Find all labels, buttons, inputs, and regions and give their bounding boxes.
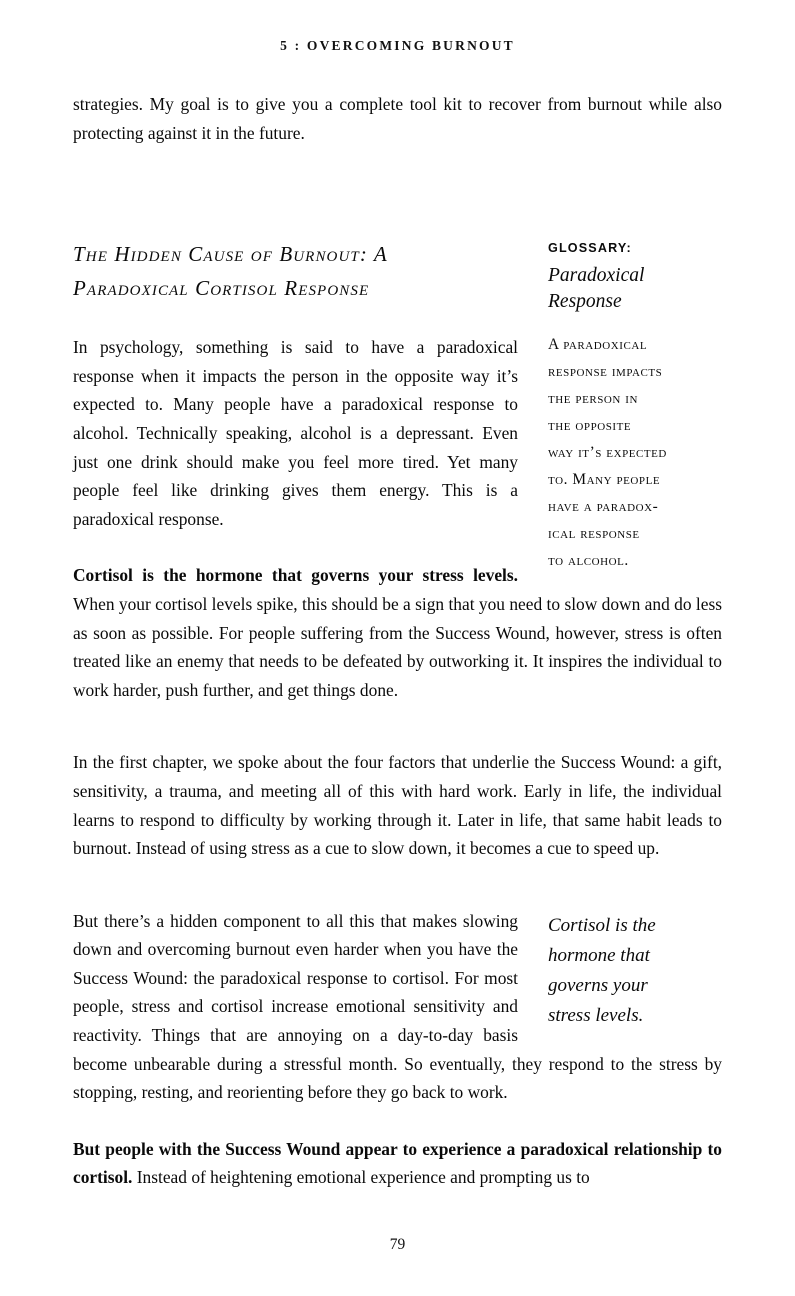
glossary-term [548, 263, 722, 315]
pull-quote [548, 911, 722, 1031]
glossary-definition-line: response impacts [548, 363, 663, 381]
paragraph-hidden-component: But there’s a hidden component to all this that makes slowing down and overcoming burnout even harder when you have the Success Wound: the paradoxical response to cortisol. For most people, stress and cortisol increase emotional sensitivity and reactivity. Things that are annoying on a day-to-day basis become unbearable during a stressful month. So eventually, they respond to the stress by stopping, resting, and reorienting before they go back to work. [73, 910, 722, 1103]
paragraph-psychology: In psychology, something is said to have a paradoxical response when it impacts the person in the opposite way it’s expected to. Many people have a paradoxical response to alcohol. Technically speaking, alcohol is a depressant. Even just one drink should make you feel more tired. Yet many people feel like drinking gives them energy. This is a paradoxical response. [73, 337, 518, 529]
spacer [73, 147, 722, 237]
glossary-definition-line: have a paradox- [548, 498, 659, 516]
glossary-sidebar [548, 239, 722, 574]
glossary-definition-line: ical response [548, 525, 640, 543]
section-heading-line-2: Paradoxical Cortisol Response [73, 276, 370, 301]
spacer [73, 863, 722, 907]
section-heading-line-1: The Hidden Cause of Burnout: A [73, 242, 388, 267]
cortisol-lead-bold: Cortisol is the hormone that governs your stress levels. [73, 565, 518, 586]
glossary-definition-line: the opposite [548, 417, 632, 435]
success-wound-rest: Instead of heightening emotional experience and prompting us to [132, 1167, 590, 1188]
glossary-definition-line: A paradoxical [548, 336, 648, 354]
cortisol-rest: When your cortisol levels spike, this should be a sign that you need to slow down and do less as soon as possible. For people suffering from the Success Wound, however, stress is often treated like an enemy that needs to be defeated by outworking it. It inspires the individual to work harder, push further, and get things done. [73, 593, 722, 700]
glossary-term-line-2: Response [548, 291, 622, 313]
pull-quote-line: governs your [548, 974, 648, 996]
paragraph-intro: strategies. My goal is to give you a complete tool kit to recover from burnout while also protecting against it in the future. [73, 94, 722, 143]
paragraph-first-chapter: In the first chapter, we spoke about the four factors that underlie the Success Wound: a gift, sensitivity, a trauma, and meeting all of this with hard work. Early in life, the individual learns to respond to difficulty by working through it. Later in life, that same habit leads to burnout. Instead of using stress as a cue to slow down, it becomes a cue to speed up. [73, 752, 722, 859]
glossary-definition-line: to alcohol. [548, 552, 629, 570]
page-content [73, 90, 722, 1192]
glossary-definition-line: way it’s expected [548, 444, 667, 462]
spacer [73, 704, 722, 748]
pull-quote-line: stress levels. [548, 1004, 644, 1026]
glossary-label: GLOSSARY: [548, 241, 632, 256]
paragraph-success-wound [73, 1135, 722, 1192]
pull-quote-line: Cortisol is the [548, 914, 656, 936]
spacer [73, 1107, 722, 1135]
running-head: 5 : OVERCOMING BURNOUT [280, 38, 515, 53]
pull-quote-line: hormone that [548, 944, 650, 966]
paragraph-cortisol [73, 561, 722, 704]
glossary-definition [548, 331, 722, 574]
section-heading [73, 237, 525, 305]
glossary-term-line-1: Paradoxical [548, 265, 645, 287]
success-wound-bold: But people with the Success Wound appear to experience a paradoxical relationship to cortisol. [73, 1138, 722, 1188]
glossary-definition-line: to. Many people [548, 471, 661, 489]
glossary-definition-line: the person in [548, 390, 639, 408]
page-number: 79 [389, 1236, 406, 1253]
